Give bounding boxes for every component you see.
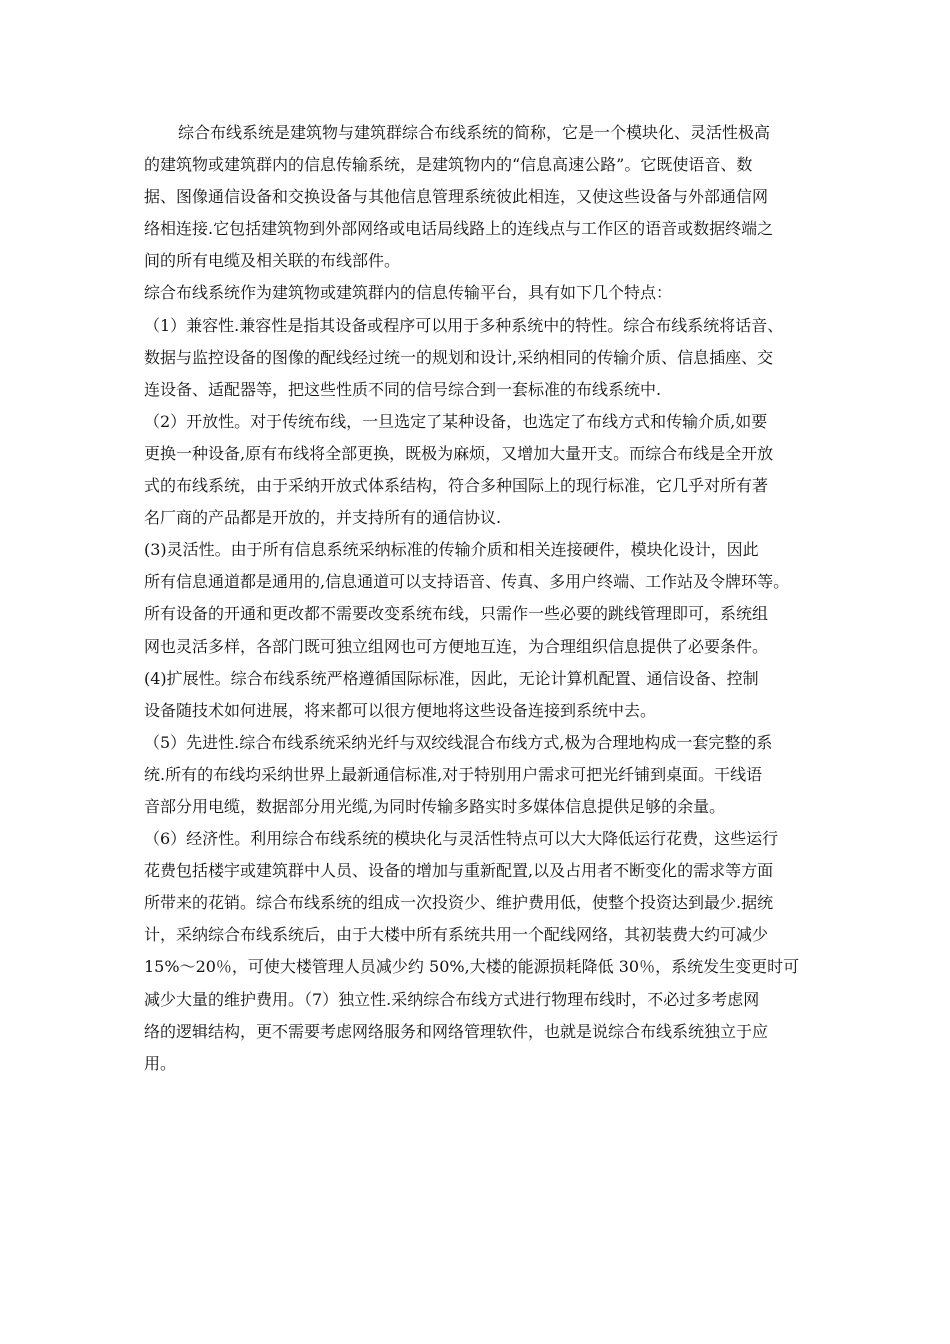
text-line: 15%～20％，可使大楼管理人员减少约 50%,大楼的能源损耗降低 30％，系统发生变更时可	[144, 957, 800, 977]
text-line: 统.所有的布线均采纳世界上最新通信标准,对于特别用户需求可把光纤铺到桌面。干线语	[144, 764, 763, 784]
text-line: 计，采纳综合布线系统后，由于大楼中所有系统共用一个配线网络，其初装费大约可减少	[144, 925, 769, 945]
text-line: （2）开放性。对于传统布线，一旦选定了某种设备，也选定了布线方式和传输介质,如要	[144, 411, 768, 431]
text-line: 花费包括楼宇或建筑群中人员、设备的增加与重新配置,以及占用者不断变化的需求等方面	[144, 861, 774, 881]
text-line: (3)灵活性。由于所有信息系统采纳标准的传输介质和相关连接硬件，模块化设计，因此	[144, 540, 759, 560]
text-line: （1）兼容性.兼容性是指其设备或程序可以用于多种系统中的特性。综合布线系统将话音、	[144, 315, 784, 335]
text-line: 间的所有电缆及相关联的布线部件。	[144, 251, 401, 271]
text-line: 络相连接.它包括建筑物到外部网络或电话局线路上的连线点与工作区的语音或数据终端之	[144, 219, 774, 239]
text-line: 更换一种设备,原有布线将全部更换，既极为麻烦，又增加大量开支。而综合布线是全开放	[144, 443, 774, 463]
text-line: 据、图像通信设备和交换设备与其他信息管理系统彼此相连，又使这些设备与外部通信网	[144, 187, 769, 207]
text-line: 式的布线系统，由于采纳开放式体系结构，符合多种国际上的现行标准，它几乎对所有著	[144, 476, 769, 496]
text-line: 络的逻辑结构，更不需要考虑网络服务和网络管理软件，也就是说综合布线系统独立于应	[144, 1021, 769, 1041]
text-line: 综合布线系统是建筑物与建筑群综合布线系统的简称，它是一个模块化、灵活性极高	[178, 123, 771, 142]
text-line: 连设备、适配器等，把这些性质不同的信号综合到一套标准的布线系统中.	[144, 379, 662, 399]
text-line: （5）先进性.综合布线系统采纳光纤与双绞线混合布线方式,极为合理地构成一套完整的系	[144, 732, 773, 752]
text-line: 音部分用电缆，数据部分用光缆,为同时传输多路实时多媒体信息提供足够的余量。	[144, 796, 726, 816]
text-line: 用。	[144, 1053, 177, 1073]
text-line: 综合布线系统作为建筑物或建筑群内的信息传输平台，具有如下几个特点：	[144, 283, 673, 303]
text-line: 所有设备的开通和更改都不需要改变系统布线，只需作一些必要的跳线管理即可，系统组	[144, 604, 769, 624]
text-line: 减少大量的维护费用。（7）独立性.采纳综合布线方式进行物理布线时，不必过多考虑网	[144, 989, 760, 1009]
text-line: 的建筑物或建筑群内的信息传输系统，是建筑物内的“信息高速公路”。它既使语音、数	[144, 155, 753, 175]
text-line: 所有信息通道都是通用的,信息通道可以支持语音、传真、多用户终端、工作站及令牌环等。	[144, 572, 790, 592]
text-line: 网也灵活多样，各部门既可独立组网也可方便地互连，为合理组织信息提供了必要条件。	[144, 636, 769, 656]
text-line: 数据与监控设备的图像的配线经过统一的规划和设计,采纳相同的传输介质、信息插座、交	[144, 347, 774, 367]
text-line: 名厂商的产品都是开放的，并支持所有的通信协议.	[144, 508, 502, 528]
document-body	[144, 117, 844, 1080]
text-line: 设备随技术如何进展，将来都可以很方便地将这些设备连接到系统中去。	[144, 700, 657, 720]
text-line: (4)扩展性。综合布线系统严格遵循国际标准，因此，无论计算机配置、通信设备、控制	[144, 668, 759, 688]
text-line: 所带来的花销。综合布线系统的组成一次投资少、维护费用低，使整个投资达到最少.据统	[144, 893, 774, 913]
text-line: （6）经济性。利用综合布线系统的模块化与灵活性特点可以大大降低运行花费，这些运行	[144, 829, 779, 849]
